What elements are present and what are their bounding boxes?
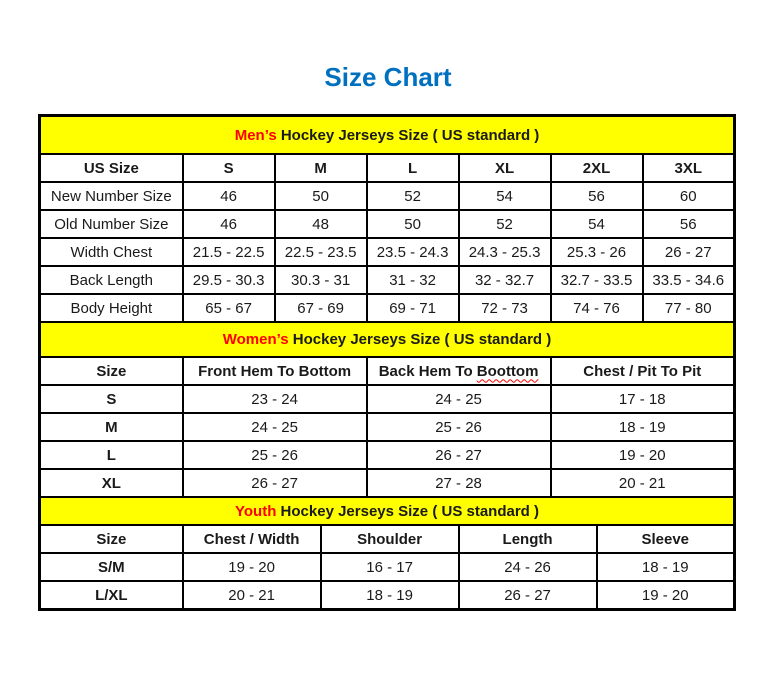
size-value-cell: 32 - 32.7 bbox=[459, 266, 551, 294]
table-row-youth-lxl bbox=[40, 581, 735, 610]
back-hem-label-prefix: Back Hem To bbox=[378, 362, 473, 380]
size-value-cell: 16 - 17 bbox=[321, 553, 459, 581]
row-label: New Number Size bbox=[40, 182, 183, 210]
size-value-cell: 24 - 25 bbox=[367, 385, 551, 413]
size-value-cell: 24 - 26 bbox=[459, 553, 597, 581]
size-value-cell: 26 - 27 bbox=[459, 581, 597, 610]
table-row-women-l bbox=[40, 441, 735, 469]
size-value-cell: 30.3 - 31 bbox=[275, 266, 367, 294]
mens-section-caption bbox=[40, 116, 735, 155]
size-value-cell: 19 - 20 bbox=[551, 441, 735, 469]
size-value-cell: 60 bbox=[643, 182, 735, 210]
womens-header-row bbox=[40, 357, 735, 385]
mens-caption-text: Hockey Jerseys Size ( US standard ) bbox=[280, 126, 540, 144]
column-header-3xl: 3XL bbox=[643, 154, 735, 182]
mens-header-row bbox=[40, 154, 735, 182]
column-header-size: Size bbox=[40, 525, 183, 553]
row-label: M bbox=[40, 413, 183, 441]
youth-caption-highlight: Youth bbox=[235, 502, 277, 520]
size-value-cell: 46 bbox=[183, 182, 275, 210]
size-value-cell: 31 - 32 bbox=[367, 266, 459, 294]
column-header-chest-pit: Chest / Pit To Pit bbox=[551, 357, 735, 385]
row-label: L bbox=[40, 441, 183, 469]
womens-caption-highlight: Women’s bbox=[222, 331, 289, 348]
row-label: Back Length bbox=[40, 266, 183, 294]
table-row-old-number-size bbox=[40, 210, 735, 238]
size-value-cell: 32.7 - 33.5 bbox=[551, 266, 643, 294]
size-value-cell: 54 bbox=[459, 182, 551, 210]
column-header-2xl: 2XL bbox=[551, 154, 643, 182]
womens-section-caption-row bbox=[40, 322, 735, 357]
table-row-new-number-size bbox=[40, 182, 735, 210]
size-value-cell: 17 - 18 bbox=[551, 385, 735, 413]
size-value-cell: 24 - 25 bbox=[183, 413, 367, 441]
size-value-cell: 56 bbox=[643, 210, 735, 238]
size-value-cell: 25 - 26 bbox=[367, 413, 551, 441]
size-value-cell: 18 - 19 bbox=[551, 413, 735, 441]
row-label: Body Height bbox=[40, 294, 183, 322]
table-row-back-length bbox=[40, 266, 735, 294]
column-header-shoulder: Shoulder bbox=[321, 525, 459, 553]
column-header-back-hem bbox=[367, 357, 551, 385]
size-value-cell: 26 - 27 bbox=[183, 469, 367, 497]
size-value-cell: 65 - 67 bbox=[183, 294, 275, 322]
size-value-cell: 19 - 20 bbox=[183, 553, 321, 581]
column-header-size: Size bbox=[40, 357, 183, 385]
column-header-xl: XL bbox=[459, 154, 551, 182]
row-label: L/XL bbox=[40, 581, 183, 610]
size-value-cell: 77 - 80 bbox=[643, 294, 735, 322]
size-value-cell: 48 bbox=[275, 210, 367, 238]
size-value-cell: 25 - 26 bbox=[183, 441, 367, 469]
column-header-s: S bbox=[183, 154, 275, 182]
size-value-cell: 22.5 - 23.5 bbox=[275, 238, 367, 266]
column-header-chest-width: Chest / Width bbox=[183, 525, 321, 553]
table-row-body-height bbox=[40, 294, 735, 322]
size-value-cell: 33.5 - 34.6 bbox=[643, 266, 735, 294]
size-value-cell: 27 - 28 bbox=[367, 469, 551, 497]
youth-section-caption bbox=[40, 497, 735, 525]
size-value-cell: 72 - 73 bbox=[459, 294, 551, 322]
column-header-sleeve: Sleeve bbox=[597, 525, 735, 553]
size-value-cell: 18 - 19 bbox=[321, 581, 459, 610]
table-row-women-xl bbox=[40, 469, 735, 497]
size-value-cell: 26 - 27 bbox=[643, 238, 735, 266]
size-value-cell: 74 - 76 bbox=[551, 294, 643, 322]
size-value-cell: 23.5 - 24.3 bbox=[367, 238, 459, 266]
size-value-cell: 20 - 21 bbox=[551, 469, 735, 497]
size-value-cell: 23 - 24 bbox=[183, 385, 367, 413]
womens-caption-text: Hockey Jerseys Size ( US standard ) bbox=[292, 331, 552, 348]
youth-section-caption-row bbox=[40, 497, 735, 525]
size-value-cell: 67 - 69 bbox=[275, 294, 367, 322]
table-row-women-m bbox=[40, 413, 735, 441]
column-header-m: M bbox=[275, 154, 367, 182]
youth-caption-text: Hockey Jerseys Size ( US standard ) bbox=[280, 502, 539, 520]
womens-section-caption bbox=[40, 322, 735, 357]
page-title: Size Chart bbox=[324, 62, 452, 92]
back-hem-misspelled-word: Boottom bbox=[476, 362, 539, 380]
table-row-width-chest bbox=[40, 238, 735, 266]
mens-section-caption-row bbox=[40, 116, 735, 155]
youth-header-row bbox=[40, 525, 735, 553]
size-value-cell: 18 - 19 bbox=[597, 553, 735, 581]
column-header-l: L bbox=[367, 154, 459, 182]
row-label: Width Chest bbox=[40, 238, 183, 266]
column-header-length: Length bbox=[459, 525, 597, 553]
size-value-cell: 29.5 - 30.3 bbox=[183, 266, 275, 294]
size-chart-table bbox=[38, 114, 736, 611]
size-value-cell: 50 bbox=[275, 182, 367, 210]
size-value-cell: 19 - 20 bbox=[597, 581, 735, 610]
row-label: S/M bbox=[40, 553, 183, 581]
table-row-youth-sm bbox=[40, 553, 735, 581]
mens-caption-highlight: Men’s bbox=[234, 126, 277, 144]
size-value-cell: 20 - 21 bbox=[183, 581, 321, 610]
row-label: Old Number Size bbox=[40, 210, 183, 238]
size-value-cell: 26 - 27 bbox=[367, 441, 551, 469]
row-label: S bbox=[40, 385, 183, 413]
size-value-cell: 56 bbox=[551, 182, 643, 210]
row-label: XL bbox=[40, 469, 183, 497]
size-value-cell: 54 bbox=[551, 210, 643, 238]
size-value-cell: 46 bbox=[183, 210, 275, 238]
table-row-women-s bbox=[40, 385, 735, 413]
size-value-cell: 52 bbox=[367, 182, 459, 210]
size-value-cell: 24.3 - 25.3 bbox=[459, 238, 551, 266]
size-value-cell: 21.5 - 22.5 bbox=[183, 238, 275, 266]
size-value-cell: 52 bbox=[459, 210, 551, 238]
size-value-cell: 50 bbox=[367, 210, 459, 238]
size-value-cell: 69 - 71 bbox=[367, 294, 459, 322]
column-header-front-hem: Front Hem To Bottom bbox=[183, 357, 367, 385]
column-header-us-size: US Size bbox=[40, 154, 183, 182]
size-value-cell: 25.3 - 26 bbox=[551, 238, 643, 266]
